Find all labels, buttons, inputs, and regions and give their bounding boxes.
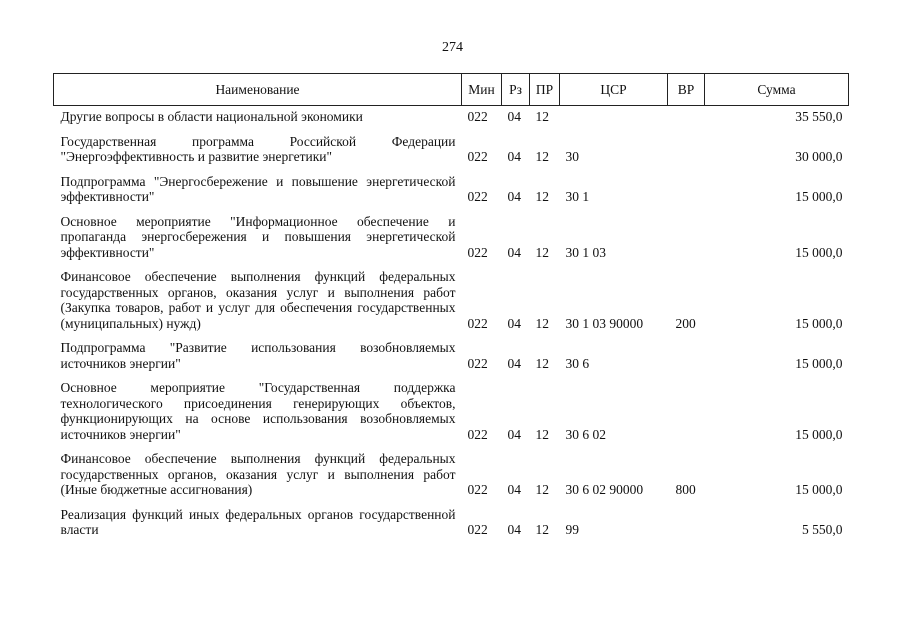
column-header-rz: Рз: [502, 74, 530, 106]
cell-sum: 15 000,0: [795, 355, 843, 371]
cell-name: Подпрограмма "Развитие использования возобновляемых источников энергии": [60, 340, 456, 371]
cell-rz: 04: [507, 315, 521, 331]
cell-sum: 15 000,0: [795, 315, 843, 331]
cell-min: 022: [467, 426, 488, 442]
cell-sum: 15 000,0: [795, 189, 843, 204]
cell-pr: 12: [535, 244, 549, 260]
cell-name: Другие вопросы в области национальной экономики: [60, 109, 363, 124]
cell-pr: 12: [535, 189, 549, 204]
cell-csr: 30 1: [565, 189, 590, 204]
cell-sum: 5 550,0: [802, 522, 843, 537]
cell-pr: 12: [535, 315, 549, 331]
cell-csr: 30 6 02: [565, 426, 606, 442]
cell-min: 022: [467, 315, 488, 331]
cell-name: Государственная программа Российской Федерации "Энергоэффективность и развитие энергетики": [60, 133, 456, 164]
cell-rz: 04: [507, 426, 521, 442]
cell-sum: 15 000,0: [795, 426, 843, 442]
page-number: 274: [442, 40, 463, 55]
cell-rz: 04: [507, 355, 521, 371]
cell-rz: 04: [507, 482, 521, 497]
table-row: [54, 106, 849, 131]
column-header-sum: Сумма: [705, 74, 849, 106]
cell-name: Основное мероприятие "Государственная поддержка технологического присоединения генерирующих объектов, функционирующих на основе использования возобновляемых источников энергии": [60, 380, 456, 442]
table-row: [54, 131, 849, 171]
cell-name: Финансовое обеспечение выполнения функций федеральных государственных органов, оказания услуг и выполнения работ (Иные бюджетные ассигнования): [60, 451, 456, 497]
cell-rz: 04: [507, 189, 521, 204]
cell-sum: 35 550,0: [795, 109, 843, 124]
cell-min: 022: [467, 355, 488, 371]
cell-sum: 15 000,0: [795, 244, 843, 260]
table-row: [54, 211, 849, 267]
cell-sum: 30 000,0: [795, 149, 843, 164]
cell-vr: [668, 504, 705, 544]
column-header-min: Мин: [462, 74, 502, 106]
cell-name: Подпрограмма "Энергосбережение и повышение энергетической эффективности": [60, 173, 456, 204]
cell-min: 022: [467, 109, 488, 124]
cell-name: Финансовое обеспечение выполнения функций федеральных государственных органов, оказания услуг и выполнения работ (Закупка товаров, работ и услуг для обеспечения государственных (муниципальных) нужд): [60, 269, 456, 331]
cell-csr: 99: [565, 522, 579, 537]
budget-table: [53, 73, 849, 544]
cell-vr: [668, 211, 705, 267]
cell-min: 022: [467, 482, 488, 497]
cell-csr: 30: [565, 149, 579, 164]
column-header-vr: ВР: [668, 74, 705, 106]
table-row: [54, 448, 849, 504]
column-header-csr: ЦСР: [560, 74, 668, 106]
cell-min: 022: [467, 244, 488, 260]
column-header-pr: ПР: [530, 74, 560, 106]
cell-vr: [668, 131, 705, 171]
cell-csr: 30 1 03 90000: [565, 315, 644, 331]
table-row: [54, 266, 849, 337]
cell-name: Основное мероприятие "Информационное обеспечение и пропаганда энергосбережения и повышения энергетической эффективности": [60, 213, 456, 260]
cell-vr: [668, 337, 705, 377]
cell-vr: [668, 106, 705, 131]
table-row: [54, 337, 849, 377]
cell-min: 022: [467, 189, 488, 204]
column-header-name: Наименование: [54, 74, 462, 106]
cell-rz: 04: [507, 522, 521, 537]
cell-rz: 04: [507, 109, 521, 124]
cell-pr: 12: [535, 426, 549, 442]
cell-csr: [560, 106, 668, 131]
cell-csr: 30 1 03: [565, 244, 606, 260]
table-body: [54, 106, 849, 544]
cell-min: 022: [467, 149, 488, 164]
cell-pr: 12: [535, 522, 549, 537]
cell-rz: 04: [507, 149, 521, 164]
cell-rz: 04: [507, 244, 521, 260]
cell-min: 022: [467, 522, 488, 537]
table-header-row: [54, 74, 849, 106]
cell-vr: 200: [675, 315, 696, 331]
table-row: [54, 504, 849, 544]
cell-vr: [668, 377, 705, 448]
cell-name: Реализация функций иных федеральных органов государственной власти: [60, 506, 456, 537]
cell-pr: 12: [535, 149, 549, 164]
cell-csr: 30 6: [565, 355, 590, 371]
cell-sum: 15 000,0: [795, 482, 843, 497]
cell-vr: 800: [675, 482, 696, 497]
table-row: [54, 171, 849, 211]
cell-csr: 30 6 02 90000: [565, 482, 644, 497]
cell-pr: 12: [535, 355, 549, 371]
table-row: [54, 377, 849, 448]
cell-vr: [668, 171, 705, 211]
cell-pr: 12: [535, 482, 549, 497]
cell-pr: 12: [535, 109, 549, 124]
